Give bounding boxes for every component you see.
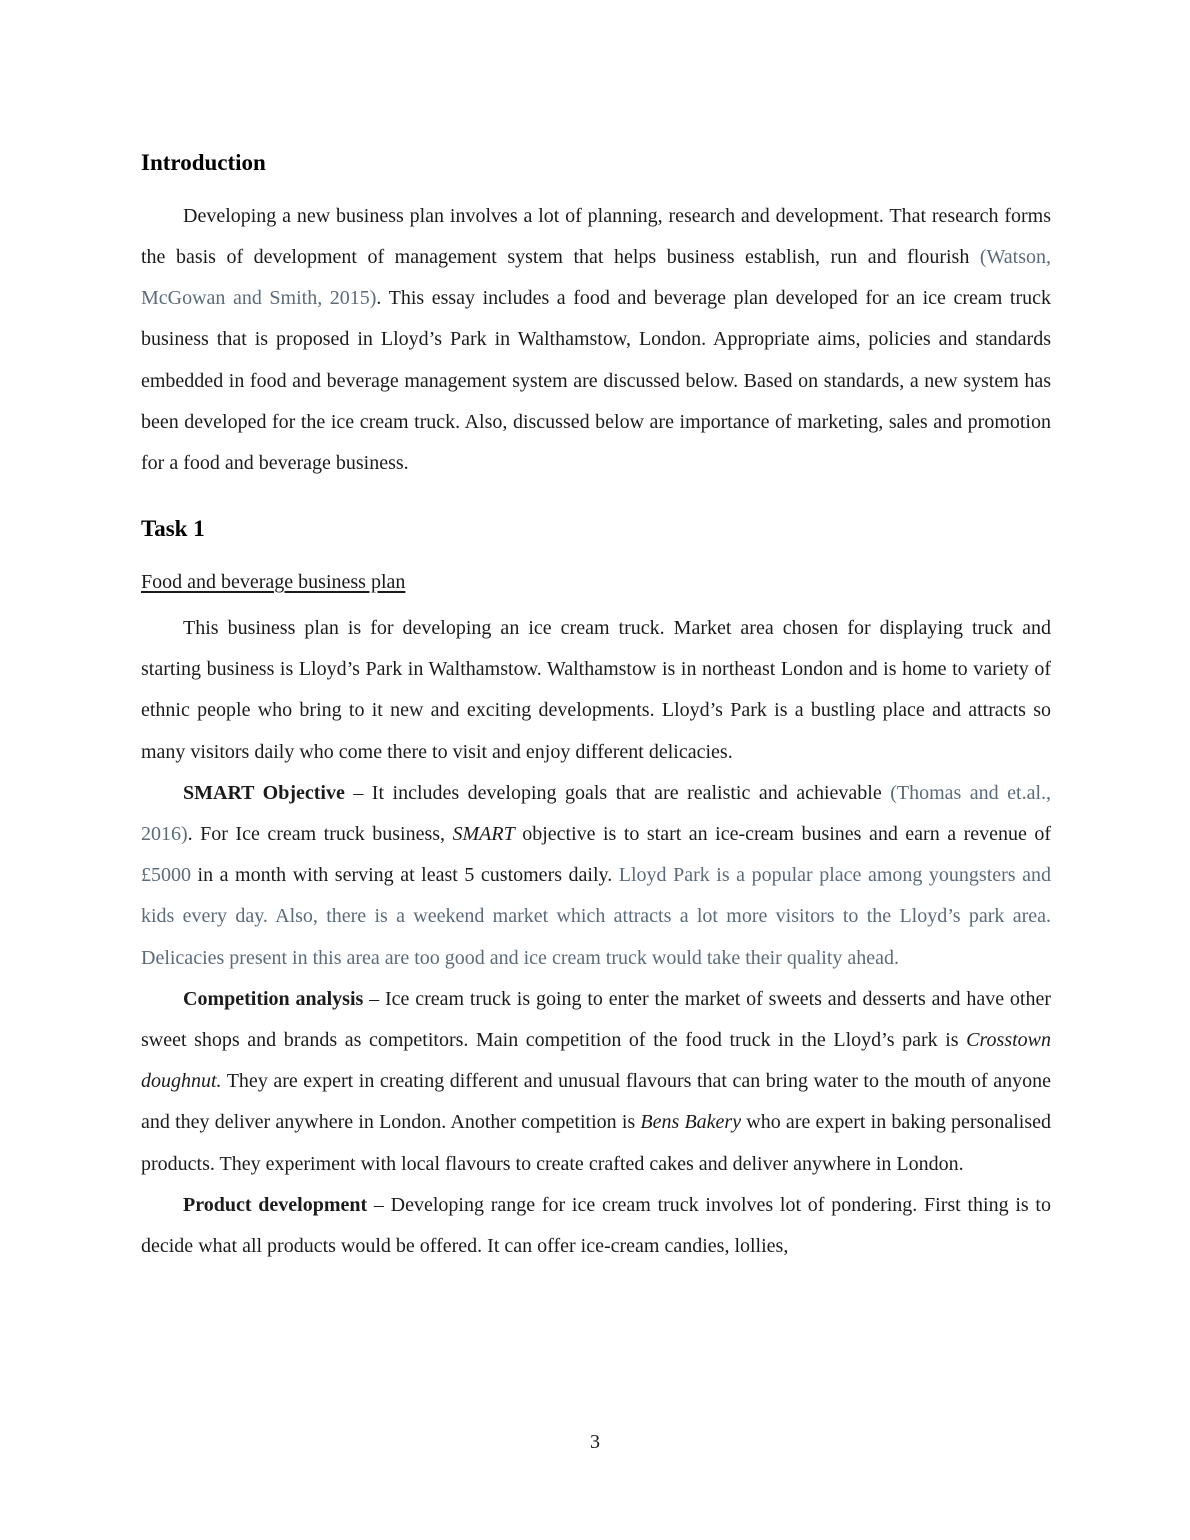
muted-text-run: (Watson, McGowan and Smith, 2015) [141, 246, 1051, 310]
text-run: . For Ice cream truck business, [187, 823, 453, 846]
paragraph-competition-analysis [141, 979, 1051, 1185]
page-number: 3 [590, 1431, 600, 1453]
heading-introduction [141, 148, 1051, 178]
heading-task-1 [141, 514, 1051, 544]
muted-text-run: £5000 [141, 864, 191, 887]
text-run: Introduction [141, 150, 266, 175]
text-run: Bens Bakery [640, 1111, 742, 1134]
text-run: in a month with serving at least 5 customers daily. [191, 864, 619, 887]
text-run: who are expert in baking personalised products. They experiment with local flavours to create crafted cakes and deliver anywhere in London. [141, 1111, 1052, 1175]
document-content [141, 148, 1051, 1267]
text-run: Crosstown doughnut. [141, 1028, 1051, 1093]
text-run: SMART Objective [183, 781, 345, 804]
subheading-food-and-beverage-business-plan [141, 568, 1051, 596]
text-run: Developing a new business plan involves a lot of planning, research and development. That research forms the basis of development of management system that helps business establish, run and flourish [141, 204, 1051, 269]
text-run: – It includes developing goals that are realistic and achievable [344, 781, 891, 804]
text-run: – Developing range for ice cream truck involves lot of pondering. First thing is to decide what all products would be offered. It can offer ice-cream candies, lollies, [141, 1193, 1051, 1257]
muted-text-run: (Thomas and et.al., 2016) [141, 781, 1052, 846]
text-run: SMART [452, 823, 515, 846]
text-run: Food and beverage business plan [141, 571, 406, 594]
text-run: Product development [183, 1193, 368, 1216]
paragraph-business-plan [141, 608, 1051, 773]
text-run: . This essay includes a food and beverage plan developed for an ice cream truck business that is proposed in Lloyd’s Park in Walthamstow, London. Appropriate aims, policies and standards embedded in food and beverage management system are discussed below. Based on standards, a new system has been developed for the ice cream truck. Also, discussed below are importance of marketing, sales and promotion for a food and beverage business. [141, 287, 1051, 475]
text-run: Task 1 [141, 516, 205, 542]
text-run: – Ice cream truck is going to enter the market of sweets and desserts and have other sweet shops and brands as competitors. Main competition of the food truck in the Lloyd’s park is [141, 987, 1051, 1051]
text-run: Competition analysis [183, 987, 364, 1010]
muted-text-run: Lloyd Park is a popular place among youngsters and kids every day. Also, there is a weekend market which attracts a lot more visitors to the Lloyd’s park area. Delicacies present in this area are too good and ice cream truck would take their quality ahead. [141, 864, 1051, 969]
paragraph-product-development [141, 1185, 1051, 1267]
paragraph-smart-objective [141, 773, 1051, 979]
text-run: This business plan is for developing an ice cream truck. Market area chosen for displaying truck and starting business is Lloyd’s Park in Walthamstow. Walthamstow is in northeast London and is home to variety of ethnic people who bring to it new and exciting developments. Lloyd’s Park is a bustling place and attracts so many visitors daily who come there to visit and enjoy different delicacies. [141, 617, 1051, 763]
paragraph-introduction [141, 196, 1051, 484]
text-run: objective is to start an ice-cream busines and earn a revenue of [514, 823, 1052, 846]
text-run: They are expert in creating different and unusual flavours that can bring water to the mouth of anyone and they deliver anywhere in London. Another competition is [141, 1070, 1051, 1134]
